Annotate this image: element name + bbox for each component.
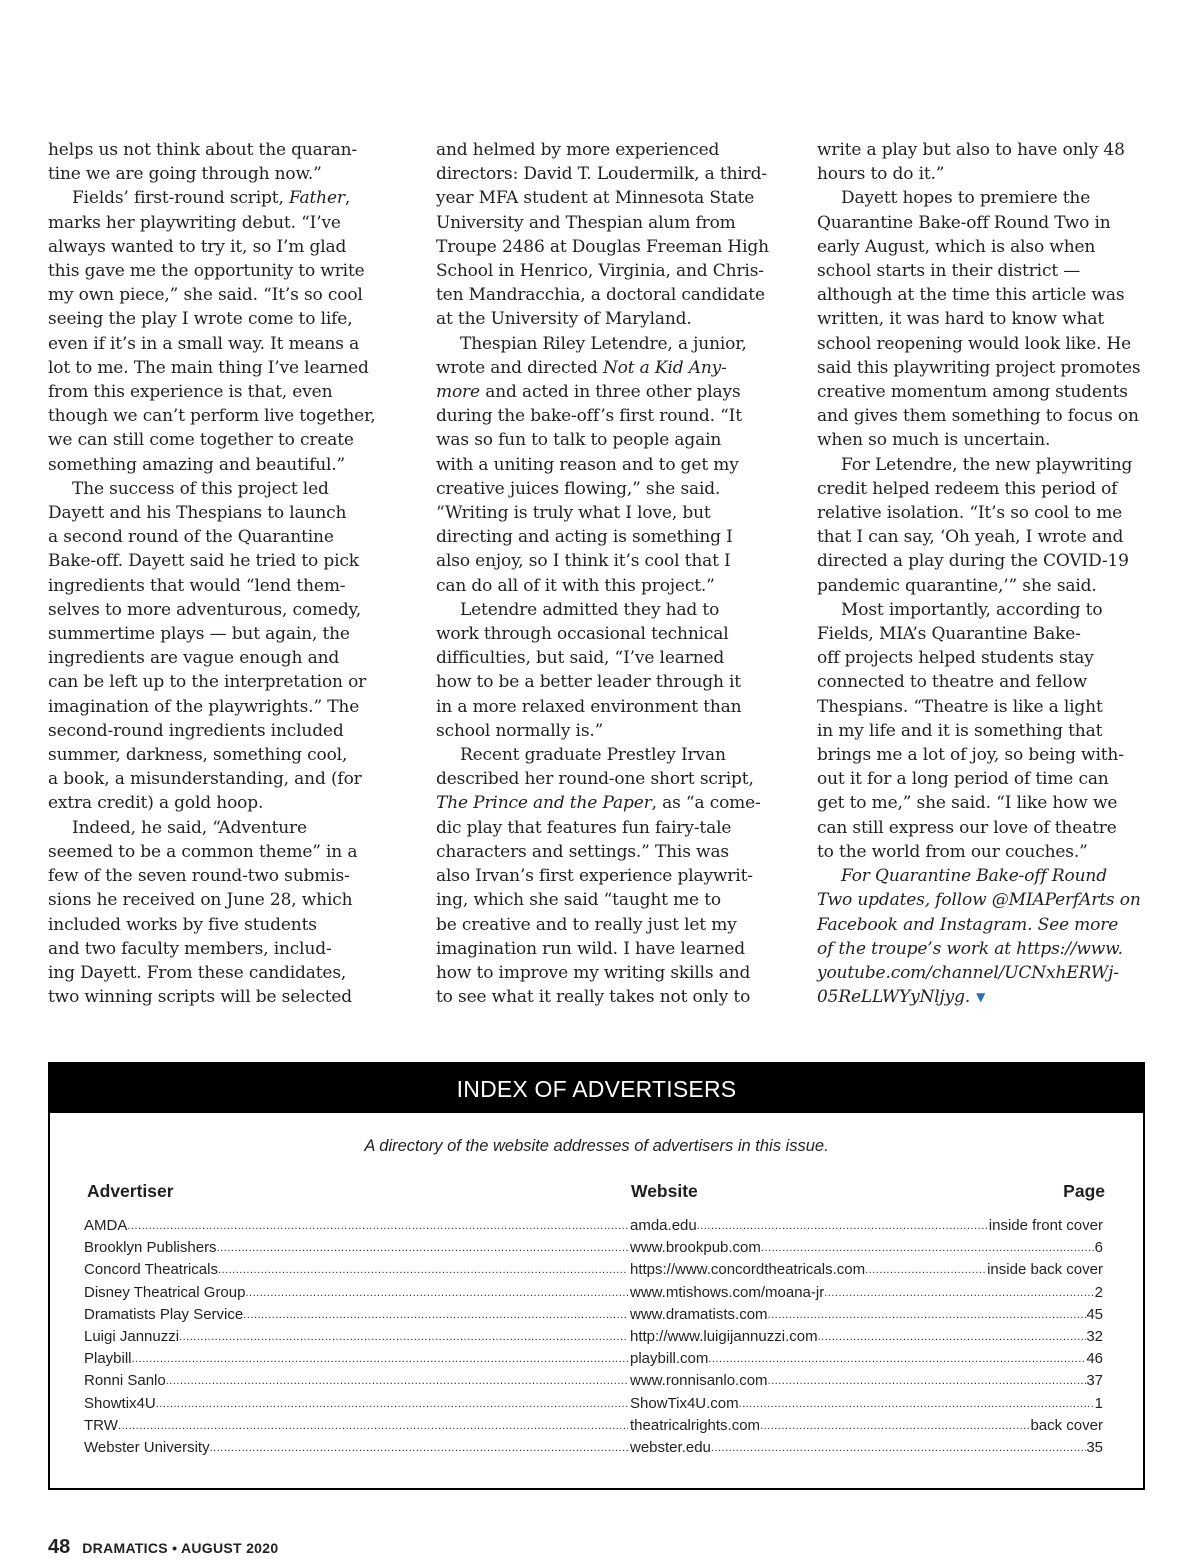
index-subtitle: A directory of the website addresses of advertisers in this issue. <box>364 1137 829 1155</box>
article-line: sions he received on June 28, which <box>48 890 353 911</box>
article-line: directors: David T. Loudermilk, a third- <box>436 164 767 185</box>
article-line: ingredients that would “lend them- <box>48 575 346 596</box>
article-line: brings me a lot of joy, so being with- <box>817 745 1124 766</box>
article-line: out it for a long period of time can <box>817 769 1109 790</box>
advertiser-website[interactable]: playbill.com <box>630 1350 709 1368</box>
magazine-issue: DRAMATICS • AUGUST 2020 <box>82 1540 279 1556</box>
leader-dots <box>697 1215 989 1237</box>
article-line: also Irvan’s first experience playwrit- <box>436 866 753 887</box>
advertiser-website[interactable]: www.brookpub.com <box>630 1239 761 1257</box>
advertiser-row <box>84 1237 1103 1259</box>
article-line: with a uniting reason and to get my <box>436 454 739 475</box>
article-line: summer, darkness, something cool, <box>48 745 348 766</box>
advertiser-page: 35 <box>1086 1438 1103 1456</box>
article-line: was so fun to talk to people again <box>436 430 722 451</box>
article-line: Bake-off. Dayett said he tried to pick <box>48 551 359 572</box>
advertiser-name: Showtix4U <box>84 1394 156 1412</box>
article-line: credit helped redeem this period of <box>817 478 1118 499</box>
article-line: something amazing and beautiful.” <box>48 454 346 475</box>
advertiser-row <box>84 1415 1103 1437</box>
article-line: connected to theatre and fellow <box>817 672 1088 693</box>
advertiser-name: Concord Theatricals <box>84 1261 218 1279</box>
leader-dots <box>824 1282 1094 1304</box>
article-line: marks her playwriting debut. “I’ve <box>48 212 341 233</box>
end-triangle-icon: ▼ <box>976 990 986 1005</box>
leader-dots <box>818 1326 1087 1348</box>
page-footer <box>48 1536 278 1559</box>
leader-dots <box>118 1415 628 1437</box>
article-line: during the bake-off’s first round. “It <box>436 406 742 427</box>
leader-dots <box>179 1326 628 1348</box>
article-line: wrote and directed Not a Kid Any- <box>436 357 727 378</box>
article-line: of the troupe’s work at https://www. <box>817 938 1123 959</box>
article-line: be creative and to really just let my <box>436 914 737 935</box>
article-line: For Quarantine Bake-off Round <box>841 866 1107 887</box>
index-title: INDEX OF ADVERTISERS <box>50 1064 1143 1113</box>
article-line: included works by five students <box>48 914 317 935</box>
header-page: Page <box>1063 1181 1105 1201</box>
leader-dots <box>156 1393 628 1415</box>
page-number: 48 <box>48 1536 71 1558</box>
leader-dots <box>760 1415 1030 1437</box>
article-line: year MFA student at Minnesota State <box>436 188 755 209</box>
article-line: second-round ingredients included <box>48 720 344 741</box>
header-website: Website <box>631 1181 698 1201</box>
article-line: Letendre admitted they had to <box>460 599 720 620</box>
article-line: a second round of the Quarantine <box>48 527 334 548</box>
article-line: to the world from our couches.” <box>817 841 1088 862</box>
article-line: Troupe 2486 at Douglas Freeman High <box>436 236 769 257</box>
article-line: Dayett hopes to premiere the <box>841 188 1091 209</box>
article-line: ing Dayett. From these candidates, <box>48 962 347 983</box>
article-line: Indeed, he said, “Adventure <box>72 817 307 838</box>
article-line: more and acted in three other plays <box>436 382 741 403</box>
advertiser-website[interactable]: http://www.luigijannuzzi.com <box>630 1327 818 1345</box>
article-line: youtube.com/channel/UCNxhERWj- <box>817 962 1119 983</box>
article-line: Quarantine Bake-off Round Two in <box>817 212 1111 233</box>
article-column-3 <box>817 138 1157 1009</box>
advertiser-name: TRW <box>84 1416 118 1434</box>
article-line: difficulties, but said, “I’ve learned <box>436 648 725 669</box>
advertiser-name: AMDA <box>84 1217 128 1234</box>
article-line: few of the seven round-two submis- <box>48 866 350 887</box>
advertiser-website[interactable]: www.dramatists.com <box>630 1305 768 1323</box>
article-line: directing and acting is something I <box>436 527 733 548</box>
article-line: two winning scripts will be selected <box>48 987 353 1008</box>
article-line: can be left up to the interpretation or <box>48 672 367 693</box>
article-line: school normally is.” <box>436 720 604 741</box>
article-line: ing, which she said “taught me to <box>436 890 721 911</box>
leader-dots <box>711 1437 1086 1459</box>
advertiser-website[interactable]: ShowTix4U.com <box>630 1394 739 1412</box>
leader-dots <box>761 1237 1095 1259</box>
article-column-2 <box>436 138 774 1009</box>
article-line: directed a play during the COVID-19 <box>817 551 1129 572</box>
advertiser-page: inside front cover <box>988 1217 1103 1234</box>
article-line: though we can’t perform live together, <box>48 406 376 427</box>
leader-dots <box>243 1304 628 1326</box>
article-line: although at the time this article was <box>817 285 1125 306</box>
article-line: tine we are going through now.” <box>48 164 322 185</box>
article-line: Most importantly, according to <box>841 599 1103 620</box>
article-line: when so much is uncertain. <box>817 430 1051 451</box>
advertiser-name: Webster University <box>84 1438 210 1456</box>
article-line: work through occasional technical <box>436 624 729 645</box>
advertiser-row <box>84 1215 1103 1237</box>
article-line: to see what it really takes not only to <box>436 987 751 1008</box>
article-line: characters and settings.” This was <box>436 841 730 862</box>
advertiser-row <box>84 1437 1103 1459</box>
advertiser-row <box>84 1348 1103 1370</box>
article-line: always wanted to try it, so I’m glad <box>48 236 347 257</box>
article-line: School in Henrico, Virginia, and Chris- <box>436 261 764 282</box>
advertiser-page: 46 <box>1086 1350 1103 1368</box>
advertiser-page: 45 <box>1086 1305 1103 1323</box>
index-of-advertisers <box>48 1062 1145 1490</box>
leader-dots <box>127 1215 628 1237</box>
leader-dots <box>739 1393 1095 1415</box>
article-line: that I can say, ‘Oh yeah, I wrote and <box>817 527 1124 548</box>
advertiser-name: Disney Theatrical Group <box>84 1283 246 1301</box>
article-line: For Letendre, the new playwriting <box>841 454 1133 475</box>
article-line: can do all of it with this project.” <box>436 575 715 596</box>
article-line: early August, which is also when <box>817 236 1096 257</box>
article-line: even if it’s in a small way. It means a <box>48 333 360 354</box>
article-line: and helmed by more experienced <box>436 140 720 160</box>
advertiser-row <box>84 1282 1103 1304</box>
article-line: written, it was hard to know what <box>817 309 1105 330</box>
leader-dots <box>865 1259 987 1281</box>
article-line: and gives them something to focus on <box>817 406 1139 427</box>
advertiser-page: inside back cover <box>987 1261 1103 1279</box>
leader-dots <box>217 1237 628 1259</box>
advertiser-website[interactable]: https://www.concordtheatricals.com <box>630 1261 866 1279</box>
advertiser-website[interactable]: theatricalrights.com <box>630 1416 761 1434</box>
article-line: also enjoy, so I think it’s cool that I <box>436 551 731 572</box>
article-line: Fields’ first-round script, Father, <box>72 188 351 209</box>
article-line: The success of this project led <box>72 478 329 499</box>
article-line: described her round-one short script, <box>436 769 754 790</box>
article-line: imagination run wild. I have learned <box>436 938 746 959</box>
article-line: school reopening would look like. He <box>817 333 1132 354</box>
article-line: University and Thespian alum from <box>436 212 736 233</box>
article-line: from this experience is that, even <box>48 382 333 403</box>
advertiser-website[interactable]: webster.edu <box>630 1438 711 1456</box>
advertiser-name: Dramatists Play Service <box>84 1305 244 1323</box>
advertiser-name: Brooklyn Publishers <box>84 1239 217 1257</box>
advertiser-page: 32 <box>1086 1327 1103 1345</box>
article-line: selves to more adventurous, comedy, <box>48 599 362 620</box>
article-line: said this playwriting project promotes <box>817 357 1141 378</box>
article-line: how to be a better leader through it <box>436 672 741 693</box>
article-line: helps us not think about the quaran- <box>48 140 358 160</box>
article-line: seemed to be a common theme” in a <box>48 841 358 862</box>
article-line: this gave me the opportunity to write <box>48 261 365 282</box>
advertiser-page: 37 <box>1086 1372 1103 1390</box>
leader-dots <box>132 1348 628 1370</box>
article-line: Two updates, follow @MIAPerfArts on <box>817 890 1141 911</box>
article-line: creative juices flowing,” she said. <box>436 478 721 499</box>
article-line: Dayett and his Thespians to launch <box>48 503 347 524</box>
article-line: extra credit) a gold hoop. <box>48 793 264 814</box>
article-line: in a more relaxed environment than <box>436 696 742 717</box>
article-line: Facebook and Instagram. See more <box>817 914 1119 935</box>
article-line: The Prince and the Paper, as “a come- <box>436 793 761 814</box>
article-line: write a play but also to have only 48 <box>817 140 1125 160</box>
leader-dots <box>708 1348 1086 1370</box>
article-line: how to improve my writing skills and <box>436 962 751 983</box>
article-line: Recent graduate Prestley Irvan <box>460 745 726 766</box>
leader-dots <box>768 1304 1087 1326</box>
article-line: at the University of Maryland. <box>436 309 692 330</box>
leader-dots <box>768 1370 1087 1392</box>
advertiser-row <box>84 1370 1103 1392</box>
article-line: dic play that features fun fairy-tale <box>436 817 732 838</box>
leader-dots <box>245 1282 628 1304</box>
article-line: my own piece,” she said. “It’s so cool <box>48 285 363 306</box>
article-line: “Writing is truly what I love, but <box>436 503 711 524</box>
article-line: hours to do it.” <box>817 164 945 185</box>
leader-dots <box>210 1437 628 1459</box>
advertiser-row <box>84 1304 1103 1326</box>
article-line: we can still come together to create <box>48 430 354 451</box>
article-line: pandemic quarantine,’” she said. <box>817 575 1097 596</box>
article-line: Fields, MIA’s Quarantine Bake- <box>817 624 1081 645</box>
leader-dots <box>166 1370 628 1392</box>
advertiser-list <box>84 1215 1103 1459</box>
advertiser-page: 2 <box>1094 1283 1103 1301</box>
advertiser-website[interactable]: www.mtishows.com/moana-jr <box>630 1283 825 1301</box>
article-line: off projects helped students stay <box>817 648 1094 669</box>
article-line: summertime plays — but again, the <box>48 624 350 645</box>
advertiser-name: Luigi Jannuzzi <box>84 1327 180 1345</box>
advertiser-website[interactable]: www.ronnisanlo.com <box>630 1372 768 1390</box>
article-line: creative momentum among students <box>817 382 1128 403</box>
advertiser-page: back cover <box>1030 1416 1103 1434</box>
advertiser-row <box>84 1259 1103 1281</box>
article-line: Thespian Riley Letendre, a junior, <box>460 333 747 354</box>
advertiser-page: 6 <box>1094 1239 1103 1257</box>
article-line: Thespians. “Theatre is like a light <box>817 696 1103 717</box>
article-line: in my life and it is something that <box>817 720 1103 741</box>
article-line: relative isolation. “It’s so cool to me <box>817 503 1123 524</box>
leader-dots <box>218 1259 628 1281</box>
article-line: lot to me. The main thing I’ve learned <box>48 357 369 378</box>
article-line: school starts in their district — <box>817 261 1081 282</box>
article-line: imagination of the playwrights.” The <box>48 696 360 717</box>
header-advertiser: Advertiser <box>87 1181 174 1201</box>
article-line: ten Mandracchia, a doctoral candidate <box>436 285 765 306</box>
article-line: can still express our love of theatre <box>817 817 1117 838</box>
article-line: get to me,” she said. “I like how we <box>817 793 1118 814</box>
article-line: seeing the play I wrote come to life, <box>48 309 353 330</box>
advertiser-name: Ronni Sanlo <box>84 1372 166 1390</box>
article-line: and two faculty members, includ- <box>48 938 332 959</box>
advertiser-row <box>84 1326 1103 1348</box>
advertiser-website[interactable]: amda.edu <box>630 1217 697 1234</box>
advertiser-row <box>84 1393 1103 1415</box>
article-line: a book, a misunderstanding, and (for <box>48 769 362 790</box>
article-column-1 <box>48 138 388 1009</box>
article-line: ingredients are vague enough and <box>48 648 340 669</box>
article-line: 05ReLLWYyNljyg. ▼ <box>817 987 986 1008</box>
advertiser-page: 1 <box>1094 1394 1103 1412</box>
advertiser-name: Playbill <box>84 1350 132 1368</box>
